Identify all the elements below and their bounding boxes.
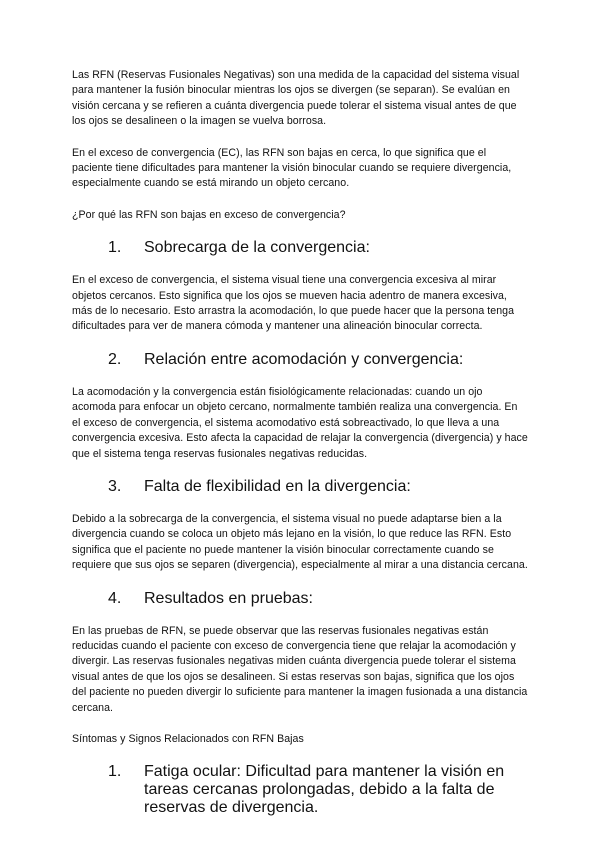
- list-number: 1.: [108, 239, 122, 257]
- reason-item-3-title: [72, 478, 528, 496]
- list-title: Sobrecarga de la convergencia:: [144, 239, 370, 257]
- symptom-item-1: [72, 763, 528, 817]
- question-heading: ¿Por qué las RFN son bajas en exceso de convergencia?: [72, 208, 346, 221]
- reason-3-body: Debido a la sobrecarga de la convergencia, el sistema visual no puede adaptarse bien a la divergencia cuando se coloca un objeto más lejano en la visión, lo que reduce las RFN. Esto significa que el paciente no puede mantener la visión binocular correctamente cuando se requiere que sus ojos se separen (divergencia), especialmente al mirar a una distancia cercana.: [72, 512, 528, 572]
- list-number: 1.: [108, 763, 122, 781]
- reason-1-body: En el exceso de convergencia, el sistema visual tiene una convergencia excesiva al mirar objetos cercanos. Esto significa que los ojos se mueven hacia adentro de manera excesiva, más de lo necesario. Esto arrastra la acomodación, lo que puede hacer que la persona tenga dificultades para ver de manera cómoda y mantener una alineación binocular correcta.: [72, 274, 515, 333]
- intro-paragraph-2: En el exceso de convergencia (EC), las RFN son bajas en cerca, lo que significa que el paciente tiene dificultades para mantener la visión binocular cuando se requiere divergencia, especialmente cuando se está mirando un objeto cercano.: [72, 146, 512, 190]
- list-number: 3.: [108, 477, 122, 495]
- list-title: Resultados en pruebas:: [144, 589, 313, 607]
- reason-item-4-title: [72, 590, 528, 608]
- list-title: Relación entre acomodación y convergencia:: [144, 350, 464, 368]
- intro-paragraph-1: Las RFN (Reservas Fusionales Negativas) son una medida de la capacidad del sistema visual para mantener la fusión binocular mientras los ojos se divergen (se separan). Se evalúan en visión cercana y se refieren a cuánta divergencia puede tolerar el sistema visual antes de que los ojos se desalineen o la imagen se vuelva borrosa.: [72, 69, 520, 128]
- list-title: Falta de flexibilidad en la divergencia:: [144, 477, 411, 495]
- symptom-text: Fatiga ocular: Dificultad para mantener la visión en tareas cercanas prolongadas, debido a la falta de reservas de divergencia.: [144, 763, 505, 817]
- symptoms-heading: Síntomas y Signos Relacionados con RFN Bajas: [72, 732, 304, 745]
- reason-item-2-title: [72, 351, 528, 369]
- reason-2-body: La acomodación y la convergencia están fisiológicamente relacionadas: cuando un ojo acomoda para enfocar un objeto cercano, normalmente también realiza una convergencia. En el exceso de convergencia, el sistema acomodativo está sobreactivado, lo que lleva a una convergencia excesiva. Esto afecta la capacidad de relajar la convergencia (divergencia) y hace que el sistema tenga reservas fusionales negativas reducidas.: [72, 385, 528, 460]
- reason-item-1-title: [72, 239, 528, 257]
- reason-4-body: En las pruebas de RFN, se puede observar que las reservas fusionales negativas están reducidas cuando el paciente con exceso de convergencia tiene que relajar la acomodación y divergir. Las reservas fusionales negativas miden cuánta divergencia puede tolerar el sistema visual antes de que los ojos se desalineen. Si estas reservas son bajas, significa que los ojos del paciente no pueden divergir lo suficiente para mantener la imagen fusionada a una distancia cercana.: [72, 624, 528, 714]
- list-number: 2.: [108, 350, 122, 368]
- list-number: 4.: [108, 589, 122, 607]
